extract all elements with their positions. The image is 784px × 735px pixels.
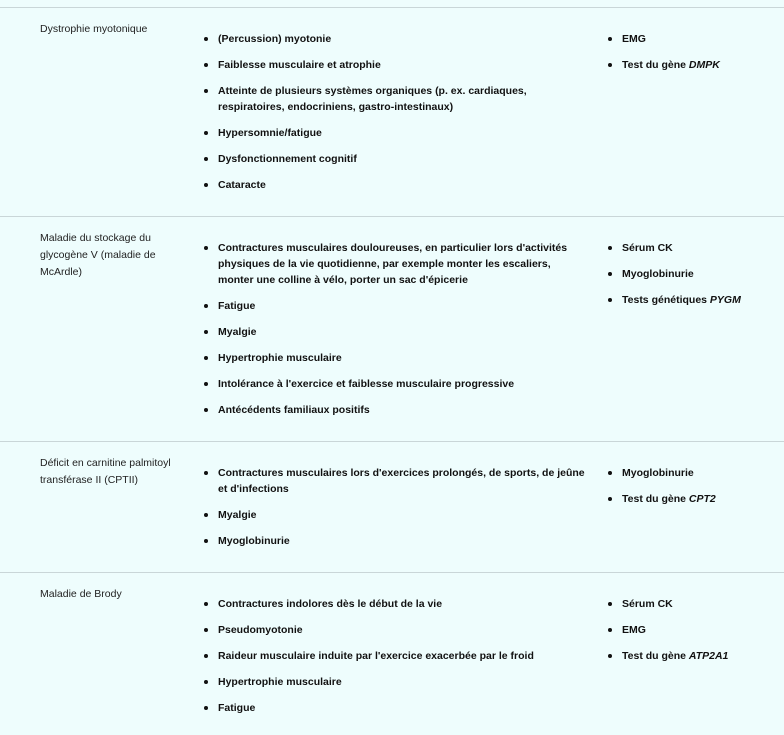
list-item [605,596,784,612]
list-item: Myalgie [201,324,586,340]
condition-name: Déficit en carnitine palmitoyl transférase II (CPTII) [40,457,171,486]
list-item: Contractures indolores dès le début de la vie [201,596,586,612]
list-item: Contractures musculaires lors d'exercices prolongés, de sports, de jeûne et d'infections [201,465,586,497]
test-label: Tests génétiques [622,294,710,306]
table-row [0,441,784,572]
list-item: Hypertrophie musculaire [201,350,586,366]
tests-cell [586,573,784,732]
list-item: Atteinte de plusieurs systèmes organiques (p. ex. cardiaques, respiratoires, endocriniens, gastro-intestinaux) [201,83,586,115]
list-item: Myoglobinurie [201,533,586,549]
tests-cell [586,442,784,572]
gene-name: DMPK [688,59,720,71]
list-item: Fatigue [201,700,586,716]
test-label: Sérum CK [622,242,673,254]
condition-cell [0,442,186,572]
list-item [605,648,784,664]
list-item: Dysfonctionnement cognitif [201,151,586,167]
test-label: Test du gène [622,650,689,662]
list-item [605,57,784,73]
table-row [0,572,784,732]
condition-name: Maladie de Brody [40,588,122,600]
signs-list [201,31,586,193]
list-item: Myalgie [201,507,586,523]
list-item: Faiblesse musculaire et atrophie [201,57,586,73]
tests-cell [586,8,784,216]
signs-cell [186,8,586,216]
condition-name: Maladie du stockage du glycogène V (maladie de McArdle) [40,232,156,278]
table-row [0,7,784,216]
signs-cell [186,217,586,441]
tests-list [605,240,784,308]
test-label: Sérum CK [622,598,673,610]
list-item: Fatigue [201,298,586,314]
test-label: EMG [622,624,646,636]
condition-cell [0,217,186,441]
list-item [605,31,784,47]
signs-list [201,465,586,549]
list-item: Hypertrophie musculaire [201,674,586,690]
test-label: Test du gène [622,59,689,71]
list-item: Raideur musculaire induite par l'exercice exacerbée par le froid [201,648,586,664]
list-item [605,266,784,282]
condition-cell [0,573,186,732]
list-item: Intolérance à l'exercice et faiblesse musculaire progressive [201,376,586,392]
tests-list [605,31,784,73]
tests-list [605,596,784,664]
list-item: Contractures musculaires douloureuses, en particulier lors d'activités physiques de la vie quotidienne, par exemple monter les escaliers, monter une colline à vélo, porter un sac d'épicerie [201,240,586,288]
test-label: Myoglobinurie [622,268,694,280]
test-label: Myoglobinurie [622,467,694,479]
list-item [605,491,784,507]
signs-list [201,240,586,418]
list-item [605,465,784,481]
list-item: Cataracte [201,177,586,193]
tests-cell [586,217,784,441]
table-row [0,216,784,441]
list-item: (Percussion) myotonie [201,31,586,47]
signs-list [201,596,586,716]
list-item [605,292,784,308]
condition-name: Dystrophie myotonique [40,23,148,35]
list-item [605,622,784,638]
differential-diagnosis-table [0,7,784,732]
list-item: Pseudomyotonie [201,622,586,638]
gene-name: PYGM [709,294,741,306]
test-label: Test du gène [622,493,689,505]
list-item: Antécédents familiaux positifs [201,402,586,418]
list-item [605,240,784,256]
test-label: EMG [622,33,646,45]
condition-cell [0,8,186,216]
signs-cell [186,573,586,732]
gene-name: ATP2A1 [688,650,729,662]
list-item: Hypersomnie/fatigue [201,125,586,141]
signs-cell [186,442,586,572]
tests-list [605,465,784,507]
gene-name: CPT2 [688,493,716,505]
